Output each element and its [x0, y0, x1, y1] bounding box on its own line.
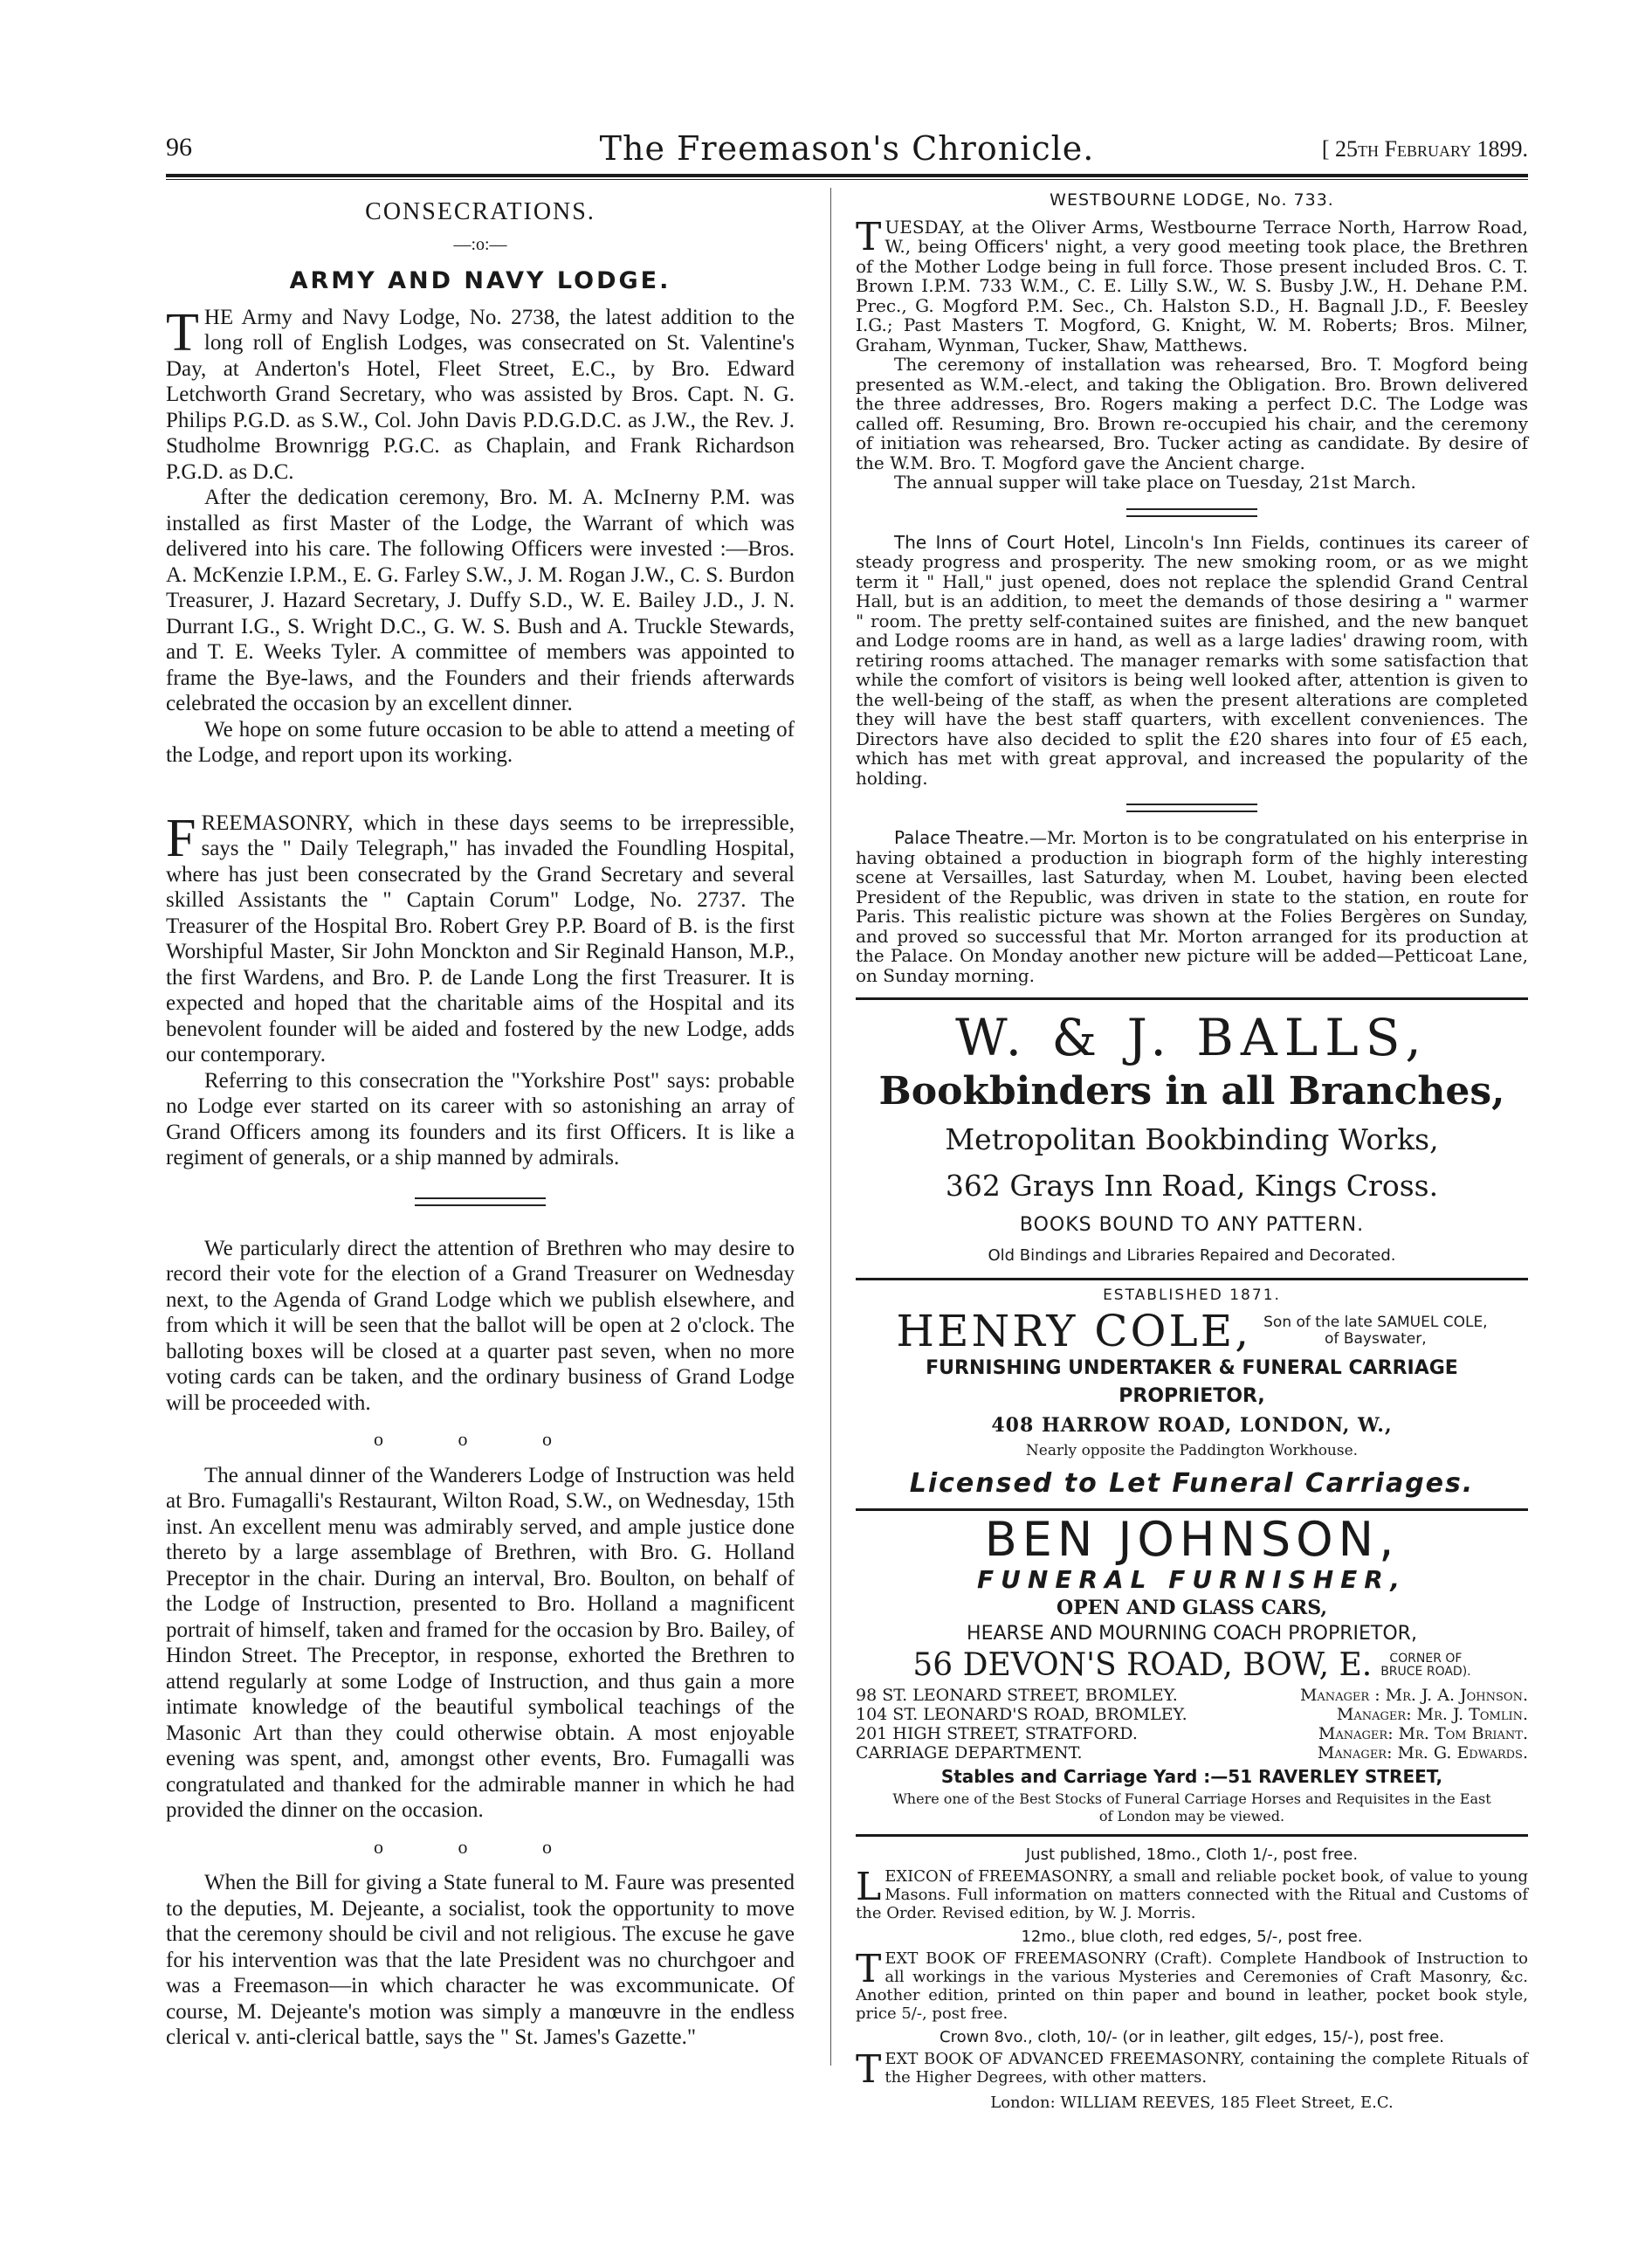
ben-address-row: [856, 1647, 1528, 1684]
branch-address: 201 HIGH STREET, STRATFORD.: [856, 1723, 1138, 1743]
cole-son-of: [1263, 1314, 1487, 1348]
inns-of-court-lead: The Inns of Court Hotel,: [894, 531, 1116, 553]
foundling-hospital-article: [166, 808, 795, 1171]
cole-name: HENRY COLE,: [896, 1305, 1252, 1356]
army-navy-lodge-title: ARMY AND NAVY LODGE.: [289, 267, 671, 294]
cole-name-row: [856, 1307, 1528, 1355]
page-number: 96: [166, 133, 192, 162]
reeves-lexicon: EXICON of FREEMASONRY, a small and reliable pocket book, of value to young Masons. Full information on matters connected with the Ritual and Customs of the Order. Revised edition, by W. J. Morris.: [856, 1866, 1528, 1922]
grand-treasurer-vote-paragraph: We particularly direct the attention of Brethren who may desire to record their vote for the election of a Grand Treasurer on Wednesday next, to the Agenda of Grand Lodge which we publish elsewhere, and from which it will be seen that the ballot will be open at 2 o'clock. The balloting boxes will be closed at a quarter past seven, when no more voting cards can be taken, and the ordinary business of Grand Lodge will be proceeded with.: [166, 1236, 795, 1415]
drop-cap: L: [856, 1864, 882, 1909]
branch-address: 98 ST. LEONARD STREET, BROMLEY.: [856, 1685, 1178, 1705]
ben-corner-line-2: BRUCE ROAD).: [1380, 1664, 1471, 1679]
ben-where: Where one of the Best Stocks of Funeral Carriage Horses and Requisites in the East of London may be viewed.: [892, 1790, 1491, 1825]
reeves-12mo: 12mo., blue cloth, red edges, 5/-, post free.: [1021, 1927, 1363, 1946]
branch-row: [856, 1743, 1528, 1763]
palace-theatre-text: —Mr. Morton is to be congratulated on his enterprise in having obtained a production in biograph form of the highly interesting scene at Versailles, last Saturday, when M. Loubet, having been elected President of the Republic, was driven in state to the station, en route for Paris. This realistic picture was shown at the Folies Bergères on Sunday, and proved so successful that Mr. Morton arranged for its production at the Palace. On Monday another new picture will be added—Petticoat Lane, on Sunday morning.: [856, 827, 1528, 986]
issue-date: [ 25th February 1899.: [1321, 136, 1528, 162]
branch-row: [856, 1705, 1528, 1724]
ben-trade: FUNERAL FURNISHER,: [977, 1564, 1407, 1594]
balls-pattern: BOOKS BOUND TO ANY PATTERN.: [1019, 1214, 1365, 1236]
page-header: [166, 129, 1528, 171]
cole-licensed: Licensed to Let Funeral Carriages.: [909, 1467, 1475, 1499]
ben-address: 56 DEVON'S ROAD, BOW, E.: [912, 1646, 1373, 1683]
ben-corner: [1380, 1652, 1470, 1679]
branch-row: [856, 1686, 1528, 1705]
cole-trade: FURNISHING UNDERTAKER & FUNERAL CARRIAGE PROPRIETOR,: [926, 1356, 1458, 1407]
army-paragraph-1: HE Army and Navy Lodge, No. 2738, the latest addition to the long roll of English Lodges, was consecrated on St. Valentine's Day, at Anderton's Hotel, Fleet Street, E.C., by Bro. Edward Letchworth Grand Secretary, who was assisted by Bros. Capt. N. G. Philips P.G.D. as S.W., Col. John Davis P.D.G.D.C. as J.W., the Rev. J. Studholme Brownrigg P.G.C. as Chaplain, and Frank Richardson P.G.D. as D.C.: [166, 305, 795, 484]
right-column: [856, 190, 1528, 2112]
balls-works: Metropolitan Bookbinding Works,: [945, 1122, 1439, 1156]
column-divider: [830, 188, 831, 2066]
cole-son-line: Son of the late SAMUEL COLE,: [1263, 1313, 1488, 1331]
balls-address: 362 Grays Inn Road, Kings Cross.: [945, 1169, 1439, 1203]
ornament-separator: o o o: [374, 1428, 587, 1450]
ben-cars: OPEN AND GLASS CARS,: [1056, 1596, 1328, 1619]
army-paragraph-2: After the dedication ceremony, Bro. M. A. McInerny P.M. was installed as first Master of the Lodge, the Warrant of which was delivered into his care. The following Officers were invested :—Bros. A. McKenzie I.P.M., E. G. Farley S.W., J. M. Rogan J.W., C. S. Burdon Treasurer, J. Hazard Secretary, J. Duffy S.D., W. E. Bailey J.D., J. N. Durrant I.G., S. Wright D.C., G. W. S. Bush and A. Truckle Stewards, and T. E. Weeks Tyler. A committee of members was appointed to frame the Bye-laws, and the Founders and their friends afterwards celebrated the occasion by an excellent dinner.: [166, 486, 795, 715]
masthead: The Freemason's Chronicle.: [599, 129, 1095, 168]
faure-funeral-paragraph: When the Bill for giving a State funeral to M. Faure was presented to the deputies, M. Dejeante, a socialist, took the opportunity to move that the ceremony should be civil and not religious. The excuse he gave for his intervention was that the late President was no churchgoer and was a Freemason—in which character he was excommunicate. Of course, M. Dejeante's motion was simply a manœuvre in the endless clerical v. anti-clerical battle, says the " St. James's Gazette.": [166, 1871, 795, 2049]
advert-rule: [856, 1508, 1528, 1511]
drop-cap: T: [856, 1946, 882, 1991]
cole-address: 408 HARROW ROAD, LONDON, W.,: [991, 1413, 1393, 1437]
william-reeves-advert: [856, 1845, 1528, 2112]
army-paragraph-3: We hope on some future occasion to be able to attend a meeting of the Lodge, and report upon its working.: [166, 717, 795, 767]
drop-cap: T: [166, 302, 199, 362]
inns-of-court-paragraph: [856, 533, 1528, 789]
cole-bayswater: of Bayswater,: [1325, 1329, 1427, 1348]
reeves-london: London: WILLIAM REEVES, 185 Fleet Street, E.C.: [990, 2093, 1394, 2112]
branch-address: 104 ST. LEONARD'S ROAD, BROMLEY.: [856, 1704, 1187, 1724]
ornament-separator: o o o: [374, 1835, 587, 1858]
ben-name: BEN JOHNSON,: [984, 1511, 1400, 1567]
westbourne-paragraph-2: The ceremony of installation was rehearsed, Bro. T. Mogford being presented as W.M.-elect, and taking the Obligation. Bro. Brown delivered the three addresses, Bro. Rogers making a perfect D.C. The Lodge was called off. Resuming, Bro. Brown re-occupied his chair, and the ceremony of initiation was rehearsed, Bro. Tucker acting as candidate. By desire of the W.M. Bro. T. Mogford gave the Ancient charge.: [856, 354, 1528, 473]
balls-name: W. & J. BALLS,: [955, 1008, 1428, 1067]
reeves-just-published: Just published, 18mo., Cloth 1/-, post free.: [1025, 1845, 1359, 1864]
header-rule: [166, 174, 1528, 177]
drop-cap: T: [856, 214, 882, 259]
advert-rule: [856, 997, 1528, 1000]
wanderers-lodge-paragraph: The annual dinner of the Wanderers Lodge of Instruction was held at Bro. Fumagalli's Restaurant, Wilton Road, S.W., on Wednesday, 15th inst. An excellent menu was admirably served, and ample justice done thereto by a large assemblage of Brethren, with Bro. G. Holland Preceptor in the chair. During an interval, Bro. Boulton, on behalf of the Lodge of Instruction, presented to Bro. Holland a magnificent portrait of himself, taken and framed for the occasion by Bro. Bailey, of Hindon Street. The Preceptor, in response, exhorted the Brethren to attend regularly at some Lodge of Instruction, and thus gain a more intimate knowledge of the beautiful symbolical teachings of the Masonic Art than they could otherwise obtain. A most enjoyable evening was spent, and, amongst other events, Bro. Fumagalli was congratulated and thanked for the admirable manner in which he had provided the dinner on the occasion.: [166, 1463, 795, 1822]
balls-bookbinders-advert: [856, 1009, 1528, 1271]
ben-johnson-advert: [856, 1511, 1528, 1825]
ben-stables: Stables and Carriage Yard :—51 RAVERLEY STREET,: [940, 1765, 1443, 1787]
drop-cap: F: [166, 808, 196, 868]
header-rule-thin: [166, 179, 1528, 180]
ben-corner-line-1: CORNER OF: [1389, 1651, 1463, 1666]
balls-old-bindings: Old Bindings and Libraries Repaired and Decorated.: [988, 1246, 1396, 1265]
cole-nearby: Nearly opposite the Paddington Workhouse.: [1025, 1441, 1359, 1459]
henry-cole-advert: [856, 1286, 1528, 1507]
westbourne-lodge-title: WESTBOURNE LODGE, No. 733.: [1050, 190, 1334, 210]
ben-branches: [856, 1686, 1528, 1763]
branch-manager: Manager: Mr. Tom Briant.: [1318, 1723, 1528, 1743]
advert-rule: [856, 1834, 1528, 1837]
balls-subtitle: Bookbinders in all Branches,: [878, 1069, 1505, 1114]
section-separator: —:o:—: [453, 234, 507, 254]
palace-theatre-paragraph: [856, 828, 1528, 985]
branch-manager: Manager : Mr. J. A. Johnson.: [1299, 1685, 1528, 1705]
freemasonry-paragraph-2: Referring to this consecration the "Yorkshire Post" says: probable no Lodge ever started on its career with so astonishing an array of Grand Officers among its founders and its first Officers. It is like a regiment of generals, or a ship manned by admirals.: [166, 1068, 795, 1169]
branch-manager: Manager: Mr. G. Edwards.: [1317, 1742, 1528, 1763]
westbourne-paragraph-1: UESDAY, at the Oliver Arms, Westbourne Terrace North, Harrow Road, W., being Officers' night, a very good meeting took place, the Brethren of the Mother Lodge being in full force. Those present included Bros. C. T. Brown I.P.M. 733 W.M., C. E. Lilly S.W., W. S. Busby J.W., H. Dehane P.M. Prec., G. Mogford P.M. Sec., Ch. Halston S.D., H. Bagnall J.D., F. Beesley I.G.; Past Masters T. Mogford, G. Knight, W. M. Roberts; Bros. Milner, Graham, Wynman, Tucker, Shaw, Matthews.: [856, 216, 1528, 355]
separator-rule: [415, 1197, 546, 1206]
westbourne-paragraph-3: The annual supper will take place on Tuesday, 21st March.: [894, 472, 1416, 493]
branch-address: CARRIAGE DEPARTMENT.: [856, 1742, 1083, 1763]
branch-row: [856, 1724, 1528, 1743]
separator-rule: [1126, 804, 1257, 812]
separator-rule: [1126, 508, 1257, 517]
section-title-consecrations: CONSECRATIONS.: [365, 198, 595, 225]
cole-established: ESTABLISHED 1871.: [1103, 1287, 1281, 1304]
advert-rule: [856, 1278, 1528, 1280]
army-navy-article: [166, 302, 795, 769]
freemasonry-paragraph-1: REEMASONRY, which in these days seems to be irrepressible, says the " Daily Telegraph," has invaded the Foundling Hospital, where has just been consecrated by the Grand Secretary and several skilled Assistants the " Captain Corum" Lodge, No. 2737. The Treasurer of the Hospital Bro. Robert Grey P.P. Board of B. is the first Worshipful Master, Sir John Monckton and Sir Reginald Hanson, M.P., the first Wardens, and Bro. P. de Lande Long the first Treasurer. It is expected and hoped that the charitable aims of the Hospital and its benevolent founder will be aided and fostered by the new Lodge, adds our contemporary.: [166, 811, 795, 1066]
ben-hearse: HEARSE AND MOURNING COACH PROPRIETOR,: [967, 1622, 1417, 1645]
reeves-text-book: EXT BOOK OF FREEMASONRY (Craft). Complete Handbook of Instruction to all workings in the various Mysteries and Ceremonies of Craft Masonry, &c. Another edition, printed on thin paper and bound in leather, pocket book style, price 5/-, post free.: [856, 1949, 1528, 2023]
reeves-crown: Crown 8vo., cloth, 10/- (or in leather, gilt edges, 15/-), post free.: [940, 2027, 1444, 2046]
reeves-advanced: EXT BOOK OF ADVANCED FREEMASONRY, containing the complete Rituals of the Higher Degrees, with other matters.: [885, 2049, 1528, 2087]
branch-manager: Manager: Mr. J. Tomlin.: [1336, 1704, 1528, 1724]
drop-cap: T: [856, 2046, 882, 2092]
inns-of-court-text: Lincoln's Inn Fields, continues its career of steady progress and prosperity. The new smoking room, or as we might term it " Hall," just opened, does not replace the splendid Grand Central Hall, but is an addition, to meet the demands of those desiring a " warmer " room. The pretty self-contained suites are finished, and the new banquet and Lodge rooms are in hand, as well as a large ladies' drawing room, with retiring rooms attached. The manager remarks with some satisfaction that while the comfort of visitors is being well looked after, attention is given to the well-being of the staff, as when the present alterations are completed they will have the best staff quarters, with excellent conveniences. The Directors have also decided to split the £20 shares into four of £5 each, which has met with great approval, and increased the popularity of the holding.: [856, 531, 1528, 789]
left-column: [166, 199, 795, 2051]
palace-theatre-lead: Palace Theatre.: [894, 827, 1029, 848]
westbourne-article: [856, 214, 1528, 493]
